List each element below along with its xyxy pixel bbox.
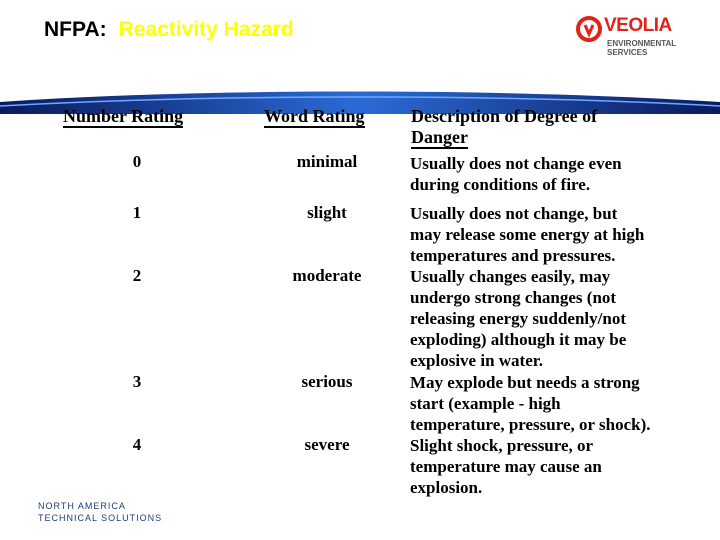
description-line: start (example - high — [410, 394, 561, 413]
description-line: Usually does not change even — [410, 154, 622, 173]
header-word-rating — [264, 106, 365, 127]
description-line: releasing energy suddenly/not — [410, 309, 626, 328]
header-description — [411, 106, 671, 148]
description-line: Slight shock, pressure, or — [410, 436, 594, 455]
rating-description-0 — [410, 153, 700, 195]
rating-word-3: serious — [301, 372, 353, 391]
rating-word-4: severe — [304, 435, 350, 454]
title-highlight: Reactivity Hazard — [118, 18, 294, 41]
veolia-logo — [576, 14, 706, 64]
rating-description-3 — [410, 372, 700, 435]
description-line: temperatures and pressures. — [410, 246, 616, 265]
header-word-label: Word Rating — [264, 106, 365, 126]
description-line: exploding) although it may be — [410, 330, 627, 349]
rating-word-1: slight — [307, 203, 347, 222]
logo-subtitle-line2: SERVICES — [607, 48, 648, 57]
slide-title — [44, 18, 294, 42]
rating-number-3: 3 — [132, 372, 142, 391]
description-line: temperature may cause an — [410, 457, 602, 476]
logo-subtitle-line1: ENVIRONMENTAL — [607, 39, 677, 48]
description-line: during conditions of fire. — [410, 175, 591, 194]
description-line: Usually changes easily, may — [410, 267, 611, 286]
rating-number-2: 2 — [132, 266, 142, 285]
description-line: explosion. — [410, 478, 483, 497]
description-line: temperature, pressure, or shock). — [410, 415, 651, 434]
logo-subtitle — [607, 39, 702, 57]
rating-number-1: 1 — [132, 203, 142, 222]
description-line: undergo strong changes (not — [410, 288, 617, 307]
description-line: Usually does not change, but — [410, 204, 618, 223]
rating-number-0: 0 — [132, 152, 142, 171]
description-line: may release some energy at high — [410, 225, 645, 244]
rating-description-1 — [410, 203, 700, 266]
footer-organization-line1: NORTH AMERICA — [38, 501, 126, 511]
header-number-label: Number Rating — [63, 106, 184, 126]
rating-description-2 — [410, 266, 700, 371]
rating-description-4 — [410, 435, 700, 498]
title-prefix: NFPA: — [44, 18, 107, 41]
description-line: explosive in water. — [410, 351, 544, 370]
footer-organization — [38, 500, 162, 524]
footer-organization-line2: TECHNICAL SOLUTIONS — [38, 513, 163, 523]
header-description-line2: Danger — [411, 127, 468, 147]
rating-word-0: minimal — [296, 152, 358, 171]
header-description-line1: Description of Degree of — [411, 106, 598, 126]
rating-word-2: moderate — [292, 266, 362, 285]
footer-website: www.VeoliaES.com — [590, 514, 690, 525]
header-number-rating — [63, 106, 183, 127]
logo-name: VEOLIA — [604, 15, 672, 36]
rating-number-4: 4 — [132, 435, 142, 454]
description-line: May explode but needs a strong — [410, 373, 640, 392]
veolia-logo-icon — [576, 16, 602, 42]
